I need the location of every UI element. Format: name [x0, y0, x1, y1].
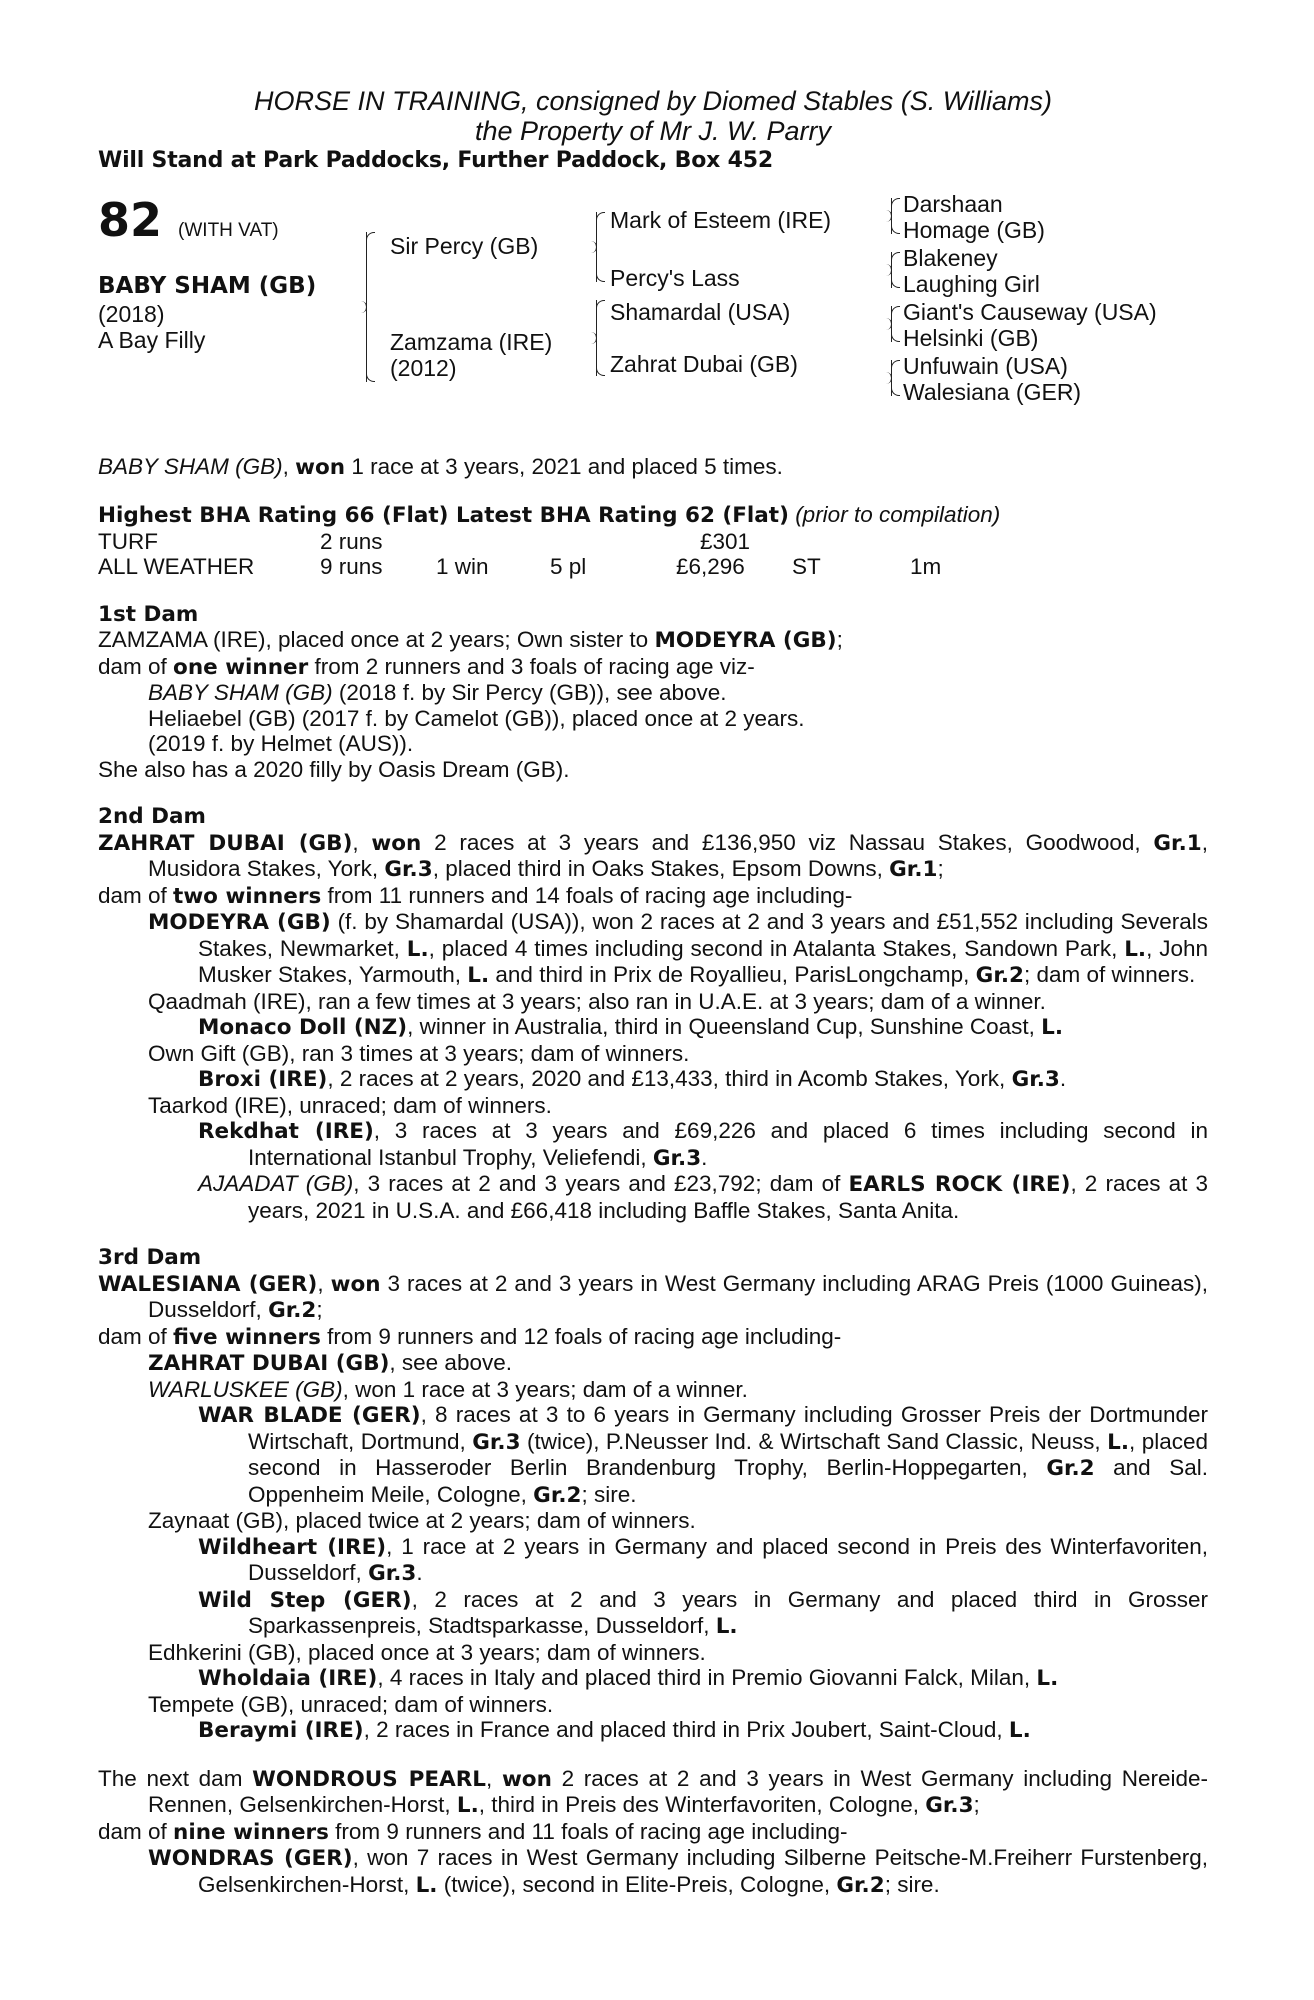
- produce-item: Rekdhat (IRE), 3 races at 3 years and £69,226 and placed 6 times including second in International Istanbul Trophy, Veliefendi, Gr.3.: [198, 1118, 1208, 1171]
- race-summary: BABY SHAM (GB), won 1 race at 3 years, 2021 and placed 5 times.: [98, 453, 783, 480]
- produce-item: Tempete (GB), unraced; dam of winners.: [148, 1691, 554, 1717]
- rating-note: (prior to compilation): [795, 502, 1001, 527]
- horse-description: A Bay Filly: [98, 326, 206, 353]
- dam-line: The next dam WONDROUS PEARL, won 2 races at 2 and 3 years in West Germany including Nereide-Rennen, Gelsenkirchen-Horst, L., third in Preis des Winterfavoriten, Cologne, Gr.3;: [98, 1765, 1208, 1818]
- next-dam-section: [98, 1766, 1208, 1899]
- ped-blakeney: Blakeney: [903, 244, 998, 271]
- produce-item: ZAHRAT DUBAI (GB), see above.: [148, 1350, 512, 1376]
- section-title: 3rd Dam: [98, 1245, 202, 1270]
- produce-item: Broxi (IRE), 2 races at 2 years, 2020 and £13,433, third in Acomb Stakes, York, Gr.3.: [198, 1066, 1067, 1092]
- brace-dam: [596, 300, 597, 376]
- sire: Sir Percy (GB): [390, 232, 539, 259]
- dam-dam: Zahrat Dubai (GB): [610, 350, 798, 377]
- brace-g3-3: [891, 306, 892, 342]
- pedigree-table: [98, 192, 1208, 432]
- produce-item: Wild Step (GER), 2 races at 2 and 3 years in Germany and placed third in Grosser Sparkassenpreis, Stadtsparkasse, Dusseldorf, L.: [198, 1586, 1208, 1639]
- produce-item: Wholdaia (IRE), 4 races in Italy and placed third in Premio Giovanni Falck, Milan, L.: [198, 1665, 1059, 1691]
- brace-g3-1: [891, 198, 892, 234]
- ped-giants-causeway: Giant's Causeway (USA): [903, 298, 1157, 325]
- produce-item: Wildheart (IRE), 1 race at 2 years in Germany and placed second in Preis des Winterfavoriten, Dusseldorf, Gr.3.: [198, 1533, 1208, 1586]
- produce-item: WONDRAS (GER), won 7 races in West Germany including Silberne Peitsche-M.Freiherr Furstenberg, Gelsenkirchen-Horst, L. (twice), second in Elite-Preis, Cologne, Gr.2; sire.: [148, 1845, 1208, 1898]
- third-dam-section: [98, 1245, 1208, 1744]
- vat-note: (WITH VAT): [178, 219, 279, 241]
- produce-item: WARLUSKEE (GB), won 1 race at 3 years; dam of a winner.: [148, 1376, 748, 1402]
- sire-sire: Mark of Esteem (IRE): [610, 206, 832, 233]
- ped-darshaan: Darshaan: [903, 190, 1003, 217]
- ped-walesiana: Walesiana (GER): [903, 378, 1082, 405]
- brace-sire: [596, 212, 597, 282]
- brace-g3-4: [891, 360, 892, 396]
- horse-year: (2018): [98, 300, 165, 327]
- produce-item: AJAADAT (GB), 3 races at 2 and 3 years and £23,792; dam of EARLS ROCK (IRE), 2 races at 3 years, 2021 in U.S.A. and £66,418 including Baffle Stakes, Santa Anita.: [198, 1171, 1208, 1223]
- horse-name: BABY SHAM (GB): [98, 272, 317, 299]
- dam-sire: Shamardal (USA): [610, 298, 791, 325]
- second-dam-section: [98, 804, 1208, 1223]
- stand-location: Will Stand at Park Paddocks, Further Paddock, Box 452: [98, 148, 773, 173]
- turf-row: TURF 2 runs £301: [98, 528, 751, 554]
- produce-line: dam of two winners from 11 runners and 14 foals of racing age including-: [98, 882, 853, 909]
- produce-item: Zaynaat (GB), placed twice at 2 years; dam of winners.: [148, 1508, 696, 1533]
- ped-helsinki: Helsinki (GB): [903, 324, 1039, 351]
- produce-item: Monaco Doll (NZ), winner in Australia, third in Queensland Cup, Sunshine Coast, L.: [198, 1014, 1064, 1040]
- consignor-line: HORSE IN TRAINING, consigned by Diomed Stables (S. Williams): [254, 86, 1052, 116]
- produce-item: Qaadmah (IRE), ran a few times at 3 years; also ran in U.A.E. at 3 years; dam of a winner.: [148, 988, 1046, 1014]
- all-weather-row: ALL WEATHER 9 runs 1 win 5 pl £6,296 ST 1m: [98, 554, 942, 579]
- produce-item: Own Gift (GB), ran 3 times at 3 years; dam of winners.: [148, 1040, 690, 1066]
- produce-item: BABY SHAM (GB) (2018 f. by Sir Percy (GB)), see above.: [148, 680, 727, 705]
- produce-line: dam of one winner from 2 runners and 3 foals of racing age viz-: [98, 653, 755, 680]
- brace-gen1: [366, 232, 367, 382]
- produce-note: She also has a 2020 filly by Oasis Dream (GB).: [98, 756, 570, 782]
- dam-year: (2012): [390, 354, 457, 381]
- produce-item: MODEYRA (GB) (f. by Shamardal (USA)), won 2 races at 2 and 3 years and £51,552 including Severals Stakes, Newmarket, L., placed 4 times including second in Atalanta Stakes, Sandown Park, L., John Musker Stakes, Yarmouth, L. and third in Prix de Royallieu, ParisLongchamp, Gr.2; dam of winners.: [148, 909, 1208, 988]
- dam-line: ZAMZAMA (IRE), placed once at 2 years; Own sister to MODEYRA (GB);: [98, 627, 843, 653]
- produce-item: WAR BLADE (GER), 8 races at 3 to 6 years in Germany including Grosser Preis der Dortmunder Wirtschaft, Dortmund, Gr.3 (twice), P.Neusser Ind. & Wirtschaft Sand Classic, Neuss, L., placed second in Hasseroder Berlin Brandenburg Trophy, Berlin-Hoppegarten, Gr.2 and Sal. Oppenheim Meile, Cologne, Gr.2; sire.: [198, 1402, 1209, 1508]
- lot-number: 82 (WITH VAT): [98, 192, 279, 247]
- catalogue-page: [98, 86, 1208, 1898]
- rating-section: [98, 502, 1208, 580]
- section-title: 2nd Dam: [98, 804, 206, 829]
- bha-rating: Highest BHA Rating 66 (Flat) Latest BHA Rating 62 (Flat): [98, 503, 789, 528]
- produce-item: Beraymi (IRE), 2 races in France and placed third in Prix Joubert, Saint-Cloud, L.: [198, 1717, 1031, 1743]
- dam-line: WALESIANA (GER), won 3 races at 2 and 3 years in West Germany including ARAG Preis (1000 Guineas), Dusseldorf, Gr.2;: [98, 1270, 1208, 1323]
- ped-unfuwain: Unfuwain (USA): [903, 352, 1068, 379]
- section-title: 1st Dam: [98, 601, 199, 627]
- dam: Zamzama (IRE): [390, 328, 553, 355]
- produce-item: Edhkerini (GB), placed once at 3 years; dam of winners.: [148, 1639, 706, 1665]
- sire-dam: Percy's Lass: [610, 264, 740, 291]
- ped-homage: Homage (GB): [903, 216, 1045, 243]
- produce-item: Heliaebel (GB) (2017 f. by Camelot (GB)), placed once at 2 years.: [148, 705, 805, 731]
- produce-line: dam of five winners from 9 runners and 12 foals of racing age including-: [98, 1323, 842, 1350]
- first-dam-section: [98, 602, 1208, 783]
- produce-line: dam of nine winners from 9 runners and 11 foals of racing age including-: [98, 1818, 848, 1845]
- produce-item: Taarkod (IRE), unraced; dam of winners.: [148, 1092, 552, 1118]
- ped-laughing-girl: Laughing Girl: [903, 270, 1040, 297]
- brace-g3-2: [891, 252, 892, 288]
- produce-item: (2019 f. by Helmet (AUS)).: [148, 731, 414, 756]
- property-line: the Property of Mr J. W. Parry: [474, 116, 832, 146]
- dam-line: ZAHRAT DUBAI (GB), won 2 races at 3 years and £136,950 viz Nassau Stakes, Goodwood, Gr.1, Musidora Stakes, York, Gr.3, placed third in Oaks Stakes, Epsom Downs, Gr.1;: [98, 829, 1208, 882]
